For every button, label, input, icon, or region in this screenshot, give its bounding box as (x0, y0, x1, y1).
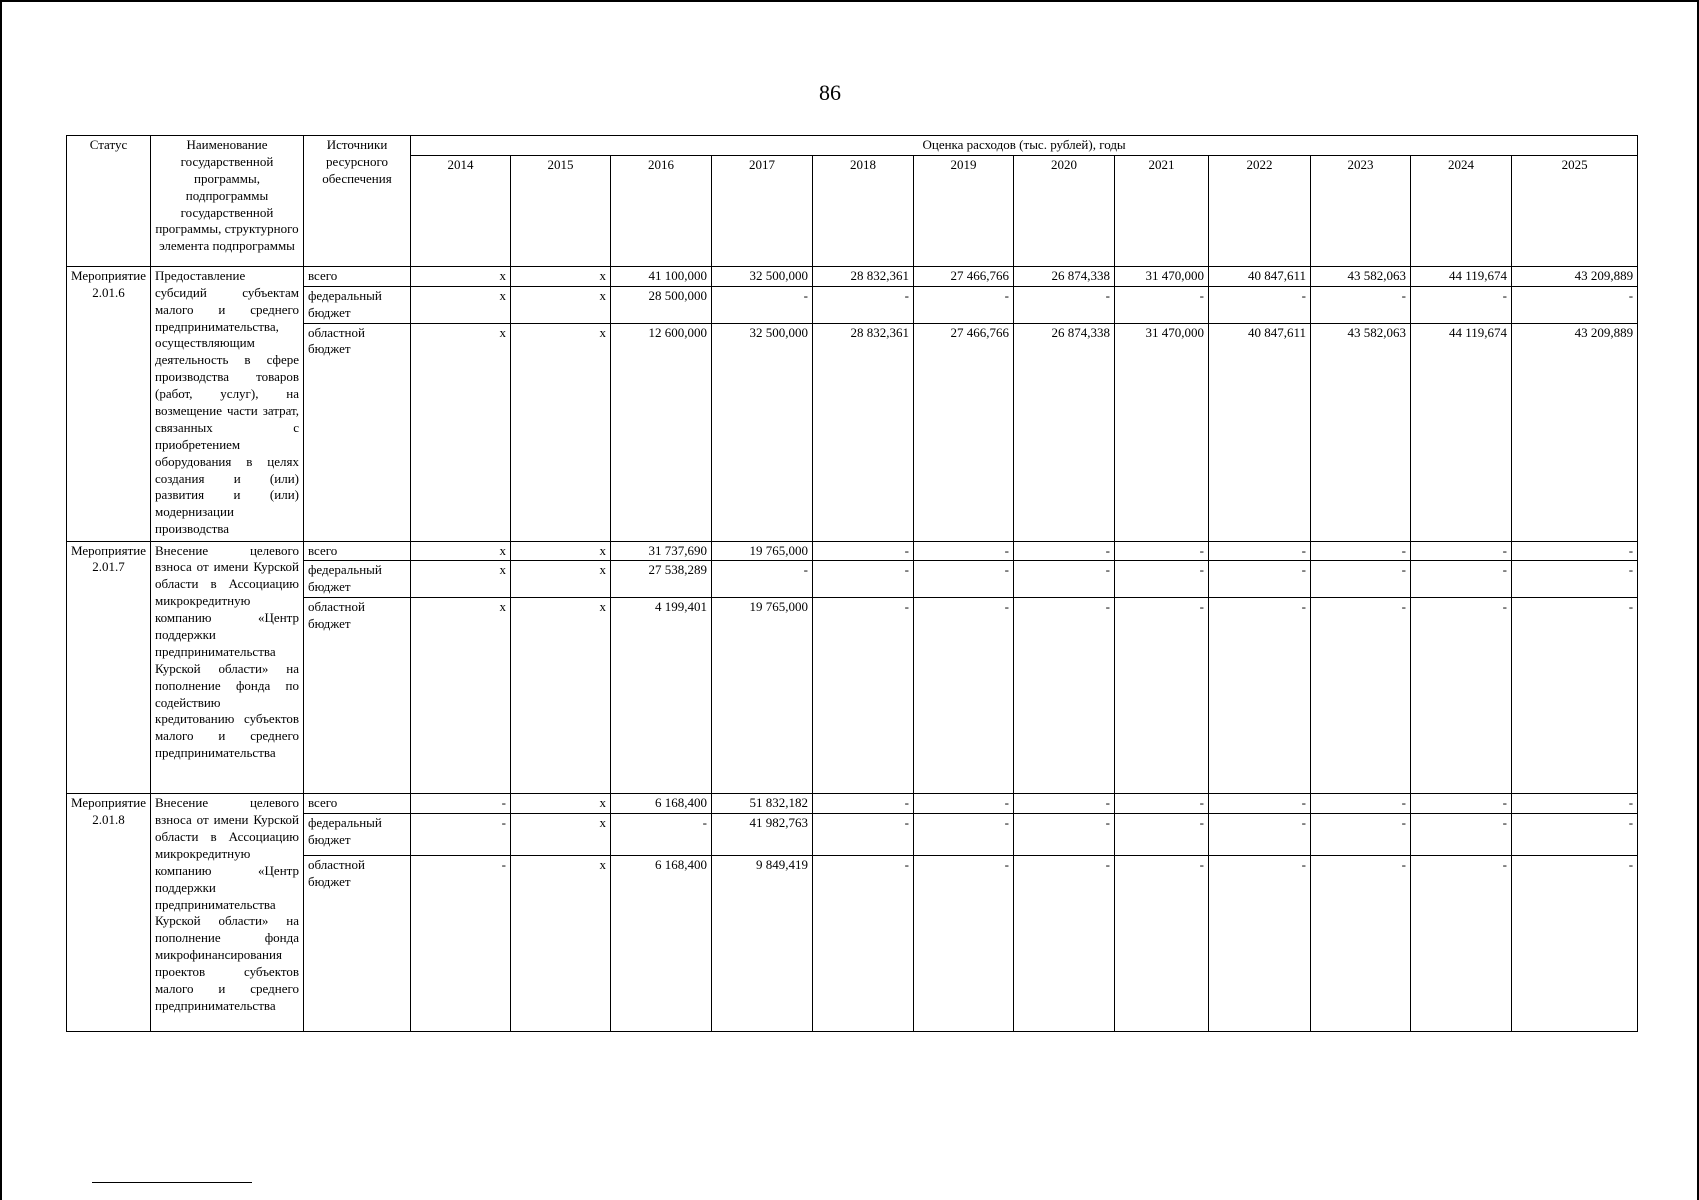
value-cell: - (1014, 561, 1115, 598)
value-cell: - (1014, 286, 1115, 323)
value-cell: - (1115, 598, 1209, 794)
value-cell: - (914, 541, 1014, 561)
year-header: 2021 (1115, 155, 1209, 266)
value-cell: - (1115, 286, 1209, 323)
value-cell: - (712, 286, 813, 323)
value-cell: 19 765,000 (712, 541, 813, 561)
value-cell: 12 600,000 (611, 323, 712, 541)
value-cell: - (1115, 856, 1209, 1032)
table-row (67, 794, 1638, 814)
value-cell: - (411, 856, 511, 1032)
value-cell: - (1411, 856, 1512, 1032)
value-cell: - (1209, 856, 1311, 1032)
header-costs: Оценка расходов (тыс. рублей), годы (411, 136, 1638, 156)
value-cell: - (813, 561, 914, 598)
value-cell: 31 470,000 (1115, 323, 1209, 541)
header-sources: Источники ресурсного обеспечения (304, 136, 411, 267)
header-row (67, 136, 1638, 156)
year-header: 2018 (813, 155, 914, 266)
year-header: 2022 (1209, 155, 1311, 266)
value-cell: - (1209, 794, 1311, 814)
value-cell: - (1311, 541, 1411, 561)
status-cell: Мероприятие 2.01.8 (67, 794, 151, 1032)
value-cell: 31 737,690 (611, 541, 712, 561)
value-cell: - (813, 794, 914, 814)
value-cell: - (1311, 814, 1411, 856)
value-cell: - (1115, 541, 1209, 561)
value-cell: x (411, 561, 511, 598)
value-cell: - (1512, 814, 1638, 856)
value-cell: - (1311, 794, 1411, 814)
value-cell: - (1311, 286, 1411, 323)
value-cell: 27 538,289 (611, 561, 712, 598)
value-cell: - (813, 856, 914, 1032)
value-cell: x (511, 856, 611, 1032)
year-header: 2024 (1411, 155, 1512, 266)
value-cell: - (813, 286, 914, 323)
value-cell: - (1512, 561, 1638, 598)
value-cell: 32 500,000 (712, 266, 813, 286)
value-cell: - (1512, 598, 1638, 794)
value-cell: x (411, 286, 511, 323)
value-cell: x (511, 598, 611, 794)
year-header: 2025 (1512, 155, 1638, 266)
status-cell: Мероприятие 2.01.6 (67, 266, 151, 541)
source-cell: федеральный бюджет (304, 286, 411, 323)
measure-name-cell: Внесение целевого взноса от имени Курской области в Ассоциацию микрокредитную компанию «Центр поддержки предпринимательства Курской области» на пополнение фонда по содействию кредитованию субъектов малого и среднего предпринимательства (151, 541, 304, 794)
value-cell: - (1115, 561, 1209, 598)
value-cell: - (1512, 541, 1638, 561)
source-cell: федеральный бюджет (304, 561, 411, 598)
value-cell: 9 849,419 (712, 856, 813, 1032)
value-cell: 43 209,889 (1512, 323, 1638, 541)
value-cell: 40 847,611 (1209, 266, 1311, 286)
value-cell: - (1411, 541, 1512, 561)
value-cell: 43 209,889 (1512, 266, 1638, 286)
value-cell: x (511, 814, 611, 856)
table-body (67, 266, 1638, 1031)
value-cell: - (1014, 541, 1115, 561)
value-cell: - (1512, 286, 1638, 323)
measure-name-cell: Предоставление субсидий субъектам малого и среднего предпринимательства, осуществляющим деятельность в сфере производства товаров (работ, услуг), на возмещение части затрат, связанных с приобретением оборудования в целях создания и (или) развития и (или) модернизации производства (151, 266, 304, 541)
value-cell: - (914, 561, 1014, 598)
source-cell: областной бюджет (304, 856, 411, 1032)
source-cell: федеральный бюджет (304, 814, 411, 856)
value-cell: 41 982,763 (712, 814, 813, 856)
value-cell: - (914, 598, 1014, 794)
header-status: Статус (67, 136, 151, 267)
value-cell: 6 168,400 (611, 794, 712, 814)
value-cell: - (1411, 598, 1512, 794)
value-cell: - (1411, 561, 1512, 598)
value-cell: x (411, 266, 511, 286)
value-cell: - (1014, 856, 1115, 1032)
value-cell: x (511, 561, 611, 598)
value-cell: - (1014, 794, 1115, 814)
value-cell: - (813, 598, 914, 794)
value-cell: - (411, 814, 511, 856)
year-header: 2019 (914, 155, 1014, 266)
value-cell: 28 832,361 (813, 323, 914, 541)
source-cell: всего (304, 266, 411, 286)
value-cell: 44 119,674 (1411, 266, 1512, 286)
value-cell: - (914, 856, 1014, 1032)
value-cell: - (1014, 814, 1115, 856)
year-header: 2016 (611, 155, 712, 266)
value-cell: 26 874,338 (1014, 323, 1115, 541)
value-cell: - (1209, 286, 1311, 323)
value-cell: - (1209, 541, 1311, 561)
value-cell: 51 832,182 (712, 794, 813, 814)
value-cell: 19 765,000 (712, 598, 813, 794)
value-cell: - (1411, 814, 1512, 856)
year-header: 2023 (1311, 155, 1411, 266)
value-cell: 44 119,674 (1411, 323, 1512, 541)
value-cell: - (1311, 856, 1411, 1032)
source-cell: областной бюджет (304, 598, 411, 794)
value-cell: 32 500,000 (712, 323, 813, 541)
source-cell: областной бюджет (304, 323, 411, 541)
year-header: 2017 (712, 155, 813, 266)
value-cell: - (1115, 794, 1209, 814)
value-cell: x (511, 266, 611, 286)
value-cell: - (813, 541, 914, 561)
value-cell: - (611, 814, 712, 856)
budget-table (66, 135, 1638, 1032)
value-cell: - (1311, 598, 1411, 794)
value-cell: 40 847,611 (1209, 323, 1311, 541)
year-header: 2015 (511, 155, 611, 266)
year-header: 2014 (411, 155, 511, 266)
footnote-line (92, 1182, 252, 1183)
value-cell: 6 168,400 (611, 856, 712, 1032)
value-cell: - (1209, 598, 1311, 794)
measure-name-cell: Внесение целевого взноса от имени Курской области в Ассоциацию микрокредитную компанию «Центр поддержки предпринимательства Курской области» на пополнение фонда микрофинансирования проектов субъектов малого и среднего предпринимательства (151, 794, 304, 1032)
value-cell: x (411, 598, 511, 794)
value-cell: - (1209, 561, 1311, 598)
page-number: 86 (819, 80, 841, 105)
value-cell: x (411, 323, 511, 541)
year-header: 2020 (1014, 155, 1115, 266)
value-cell: - (712, 561, 813, 598)
value-cell: 41 100,000 (611, 266, 712, 286)
value-cell: - (914, 794, 1014, 814)
value-cell: 43 582,063 (1311, 266, 1411, 286)
value-cell: 4 199,401 (611, 598, 712, 794)
value-cell: 28 832,361 (813, 266, 914, 286)
value-cell: - (1014, 598, 1115, 794)
value-cell: - (1209, 814, 1311, 856)
table-row (67, 541, 1638, 561)
source-cell: всего (304, 794, 411, 814)
value-cell: - (1512, 794, 1638, 814)
page-border-left (0, 0, 2, 1200)
status-cell: Мероприятие 2.01.7 (67, 541, 151, 794)
source-cell: всего (304, 541, 411, 561)
value-cell: - (1411, 794, 1512, 814)
value-cell: x (411, 541, 511, 561)
value-cell: 26 874,338 (1014, 266, 1115, 286)
value-cell: - (411, 794, 511, 814)
value-cell: - (914, 814, 1014, 856)
value-cell: - (1311, 561, 1411, 598)
value-cell: 27 466,766 (914, 323, 1014, 541)
value-cell: - (1115, 814, 1209, 856)
value-cell: x (511, 541, 611, 561)
value-cell: - (1512, 856, 1638, 1032)
value-cell: 31 470,000 (1115, 266, 1209, 286)
value-cell: x (511, 323, 611, 541)
value-cell: 28 500,000 (611, 286, 712, 323)
value-cell: - (813, 814, 914, 856)
page-border-top (0, 0, 1699, 2)
table-row (67, 266, 1638, 286)
value-cell: - (914, 286, 1014, 323)
header-name: Наименование государственной программы, подпрограммы государственной программы, структурного элемента подпрограммы (151, 136, 304, 267)
value-cell: 43 582,063 (1311, 323, 1411, 541)
value-cell: x (511, 286, 611, 323)
value-cell: x (511, 794, 611, 814)
value-cell: - (1411, 286, 1512, 323)
value-cell: 27 466,766 (914, 266, 1014, 286)
